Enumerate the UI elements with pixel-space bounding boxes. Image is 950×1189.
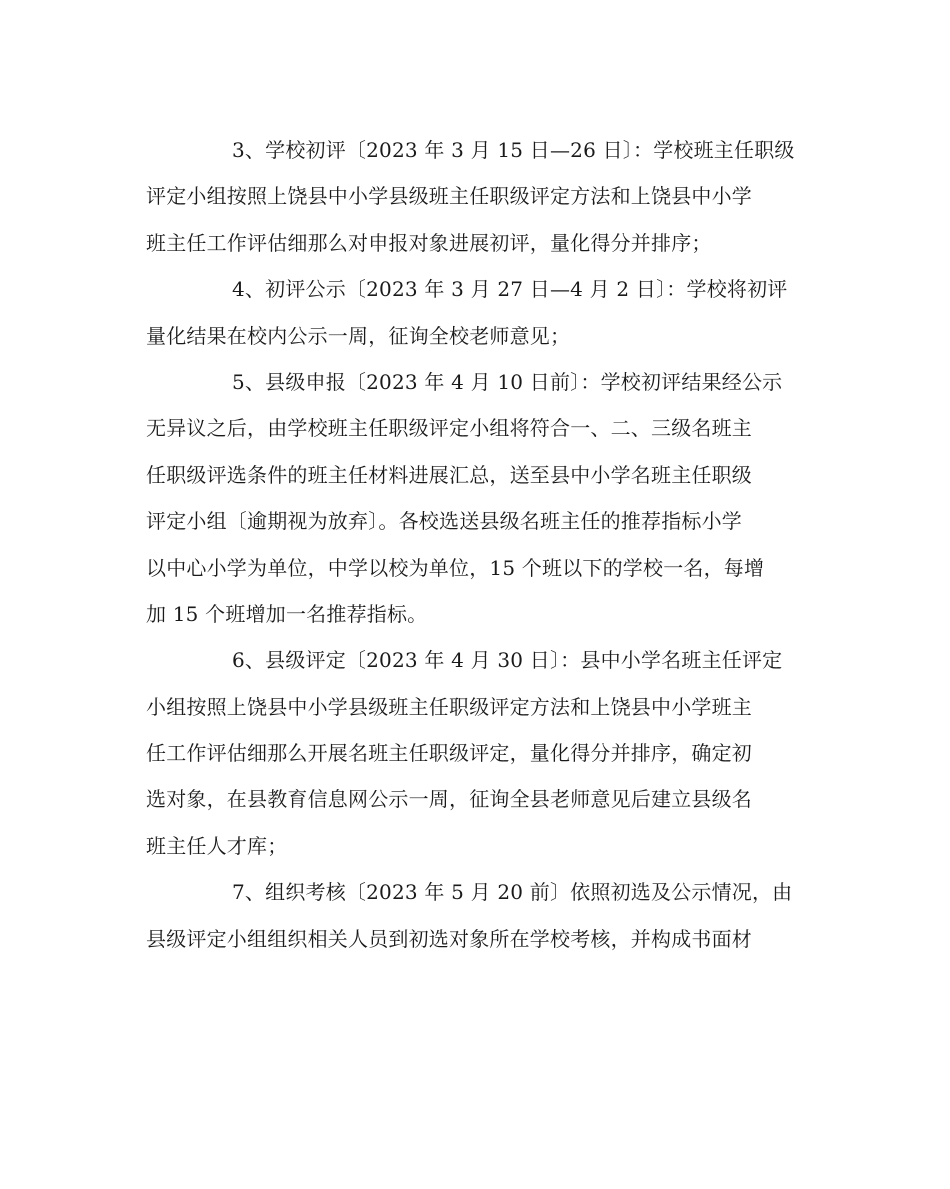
document-body xyxy=(146,127,806,962)
item-5-line-1: 5、县级申报〔2023 年 4 月 10 日前〕：学校初评结果经公示 xyxy=(232,369,783,394)
item-5-line-6: 加 15 个班增加一名推荐指标。 xyxy=(146,601,428,626)
item-5-line-5: 以中心小学为单位，中学以校为单位，15 个班以下的学校一名，每增 xyxy=(146,555,765,580)
item-3-line-2: 评定小组按照上饶县中小学县级班主任职级评定方法和上饶县中小学 xyxy=(146,184,752,209)
item-7-line-1: 7、组织考核〔2023 年 5 月 20 前〕依照初选及公示情况，由 xyxy=(232,880,793,905)
item-5-line-3: 任职级评选条件的班主任材料进展汇总，送至县中小学名班主任职级 xyxy=(146,462,752,487)
item-6-line-3: 任工作评估细那么开展名班主任职级评定，量化得分并排序，确定初 xyxy=(146,741,752,766)
item-6-line-4: 选对象，在县教育信息网公示一周，征询全县老师意见后建立县级名 xyxy=(146,787,752,812)
item-4-line-1: 4、初评公示〔2023 年 3 月 27 日—4 月 2 日〕：学校将初评 xyxy=(232,277,788,302)
item-7-line-2: 县级评定小组组织相关人员到初选对象所在学校考核，并构成书面材 xyxy=(146,926,752,951)
item-6-line-2: 小组按照上饶县中小学县级班主任职级评定方法和上饶县中小学班主 xyxy=(146,694,752,719)
item-5-line-4: 评定小组〔逾期视为放弃〕。各校选送县级名班主任的推荐指标小学 xyxy=(146,509,742,534)
item-5-line-2: 无异议之后，由学校班主任职级评定小组将符合一、二、三级名班主 xyxy=(146,416,752,441)
item-3-line-3: 班主任工作评估细那么对申报对象进展初评，量化得分并排序； xyxy=(146,230,712,255)
item-4-line-2: 量化结果在校内公示一周，征询全校老师意见； xyxy=(146,323,571,348)
item-6-line-5: 班主任人才库； xyxy=(146,833,288,858)
item-3-line-1: 3、学校初评〔2023 年 3 月 15 日—26 日〕：学校班主任职级 xyxy=(232,138,795,162)
item-6-line-1: 6、县级评定〔2023 年 4 月 30 日〕：县中小学名班主任评定 xyxy=(232,648,783,673)
